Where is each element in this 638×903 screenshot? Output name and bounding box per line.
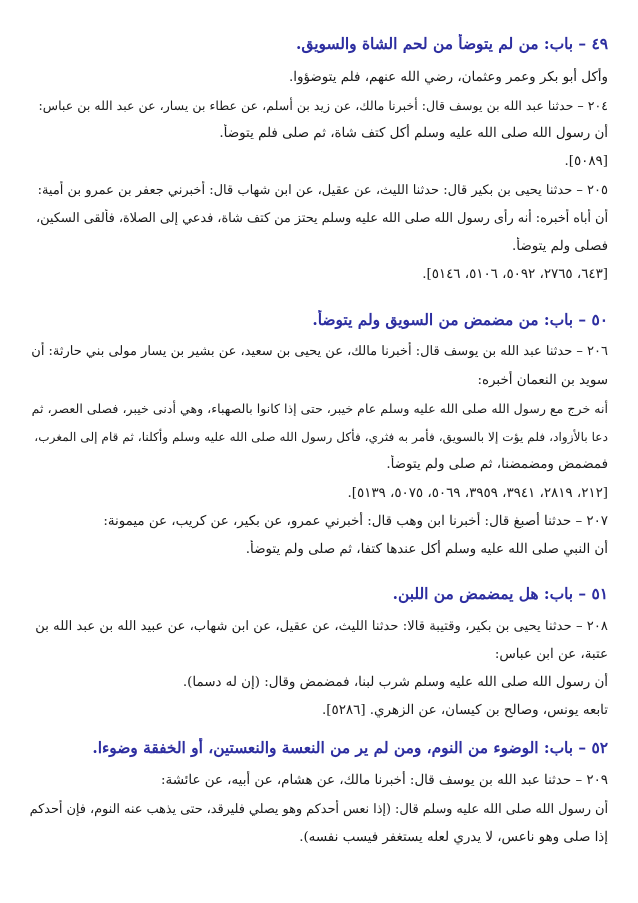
text-line: أن رسول الله صلى الله عليه وسلم شرب لبنا، فمضمض وقال: (إن له دسما).: [182, 675, 608, 690]
text-line: أن النبي صلى الله عليه وسلم أكل عندها كتفا، ثم صلى ولم يتوضأ.: [245, 542, 608, 557]
text-line: أن رسول الله صلى الله عليه وسلم قال: (إذا نعس أحدكم وهو يصلي فليرقد، حتى يذهب عنه النوم، فإن أحدكم: [30, 802, 608, 817]
chapter-heading-52: ٥٢ – باب: الوضوء من النوم، ومن لم ير من النعسة والنعستين، أو الخفقة وضوءا.: [92, 739, 608, 757]
hadith-206-chain: ٢٠٦ – حدثنا عبد الله بن يوسف قال: أخبرنا مالك، عن يحيى بن سعيد، عن بشير بن يسار مولى بني حارثة: أن: [31, 344, 608, 359]
hadith-205-chain: ٢٠٥ – حدثنا يحيى بن بكير قال: حدثنا الليث، عن عقيل، عن ابن شهاب قال: أخبرني جعفر بن عمرو بن أمية:: [37, 183, 608, 198]
follow-up-note: تابعه يونس، وصالح بن كيسان، عن الزهري. [٥٢٨٦].: [322, 703, 608, 718]
hadith-207-chain: ٢٠٧ – حدثنا أصبغ قال: أخبرنا ابن وهب قال: أخبرني عمرو، عن بكير، عن كريب، عن ميمونة:: [103, 514, 608, 529]
text-line: فصلى ولم يتوضأ.: [512, 239, 608, 254]
text-line: أن رسول الله صلى الله عليه وسلم أكل كتف شاة، ثم صلى فلم يتوضأ.: [219, 126, 608, 141]
text-line: إذا صلى وهو ناعس، لا يدري لعله يستغفر فيسب نفسه).: [299, 830, 608, 845]
hadith-204-chain: ٢٠٤ – حدثنا عبد الله بن يوسف قال: أخبرنا مالك، عن زيد بن أسلم، عن عطاء بن يسار، عن عبد الله بن عباس:: [38, 98, 608, 113]
chapter-heading-50: ٥٠ – باب: من مضمض من السويق ولم يتوضأ.: [312, 311, 608, 329]
chapter-heading-51: ٥١ – باب: هل يمضمض من اللبن.: [392, 585, 608, 603]
cross-reference: [٢١٢، ٢٨١٩، ٣٩٤١، ٣٩٥٩، ٥٠٦٩، ٥٠٧٥، ٥١٣٩].: [347, 486, 608, 501]
text-line: عتبة، عن ابن عباس:: [494, 647, 608, 662]
text-line: دعا بالأزواد، فلم يؤت إلا بالسويق، فأمر به فثري، فأكل رسول الله صلى الله عليه وسلم وأكلنا، ثم قام إلى المغرب،: [34, 430, 608, 444]
chapter-heading-49: ٤٩ – باب: من لم يتوضأ من لحم الشاة والسويق.: [296, 35, 608, 53]
cross-reference: [٥٠٨٩].: [564, 154, 608, 169]
text-line: سويد بن النعمان أخبره:: [477, 373, 608, 388]
cross-reference: [٦٤٣، ٢٧٦٥، ٥٠٩٢، ٥١٠٦، ٥١٤٦].: [422, 267, 608, 282]
text-line: أنه خرج مع رسول الله صلى الله عليه وسلم عام خيبر، حتى إذا كانوا بالصهباء، وهي أدنى خيبر، فصلى العصر، ثم: [31, 401, 608, 416]
text-line: وأكل أبو بكر وعمر وعثمان، رضي الله عنهم، فلم يتوضؤوا.: [289, 70, 608, 85]
hadith-208-chain: ٢٠٨ – حدثنا يحيى بن بكير، وقتيبة قالا: حدثنا الليث، عن عقيل، عن ابن شهاب، عن عبيد الله بن عبد الله بن: [35, 619, 608, 634]
hadith-209-chain: ٢٠٩ – حدثنا عبد الله بن يوسف قال: أخبرنا مالك، عن هشام، عن أبيه، عن عائشة:: [161, 773, 608, 788]
text-line: فمضمض ومضمضنا، ثم صلى ولم يتوضأ.: [386, 457, 608, 472]
text-line: أن أباه أخبره: أنه رأى رسول الله صلى الله عليه وسلم يحتز من كتف شاة، فدعي إلى الصلاة، فألقى السكين،: [35, 211, 608, 226]
